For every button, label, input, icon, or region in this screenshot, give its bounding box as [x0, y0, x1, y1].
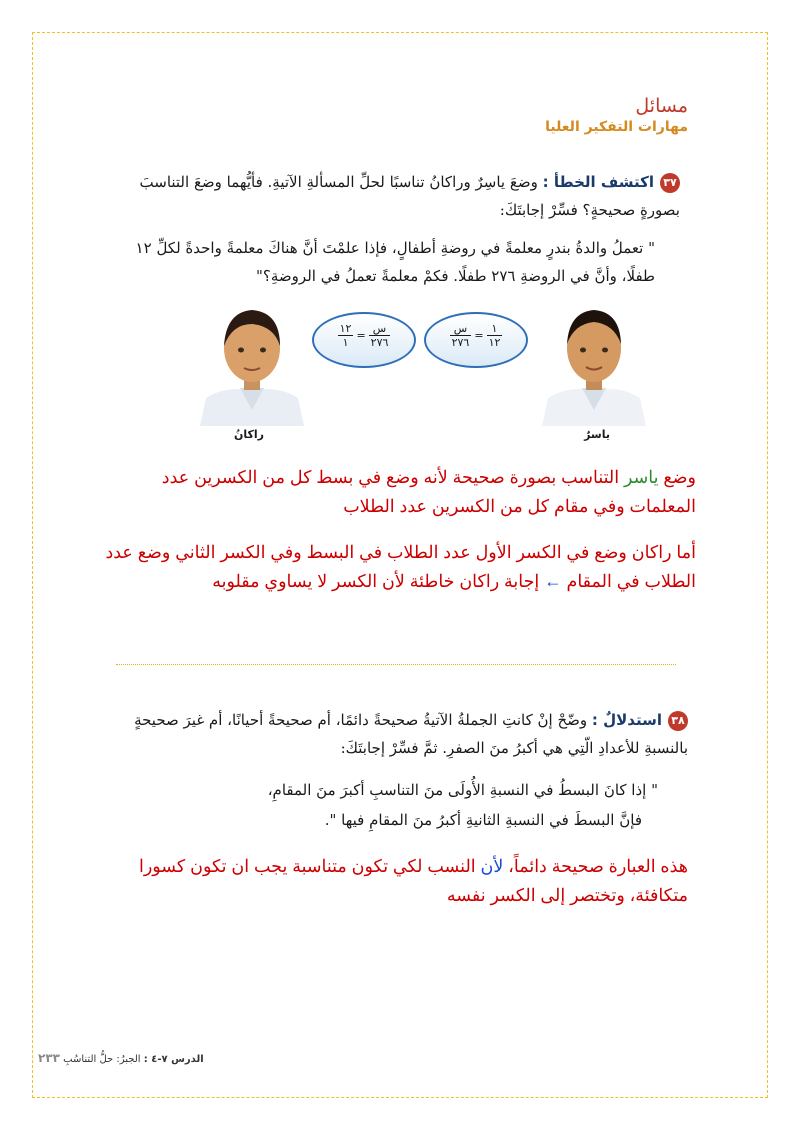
page-number: ٢٣٣ — [38, 1051, 60, 1065]
fraction-denominator: ١٢ — [488, 336, 501, 349]
answer-text: إجابة راكان خاطئة لأن الكسر لا يساوي مقلوبه — [212, 571, 545, 591]
lesson-number: الدرس ٧-٤ : — [143, 1054, 204, 1065]
student-name-yasser: ياسر — [623, 467, 659, 487]
fraction — [369, 322, 391, 349]
fraction-denominator: ٢٧٦ — [451, 336, 470, 349]
question-38 — [98, 706, 688, 762]
quote-line: فإنَّ البسطَ في النسبةِ الثانيةِ أكبرُ منَ المقامِ فيها ". — [324, 811, 642, 829]
section-title: مسائل — [635, 95, 688, 117]
rakan-speech-bubble — [312, 312, 416, 368]
yasser-image — [542, 302, 646, 426]
question-37-quote: " تعملُ والدةُ بندرٍ معلمةً في روضةِ أطفالٍ، فإذا علمْتَ أنَّ هناكَ معلمةً واحدةً لكلِّ ١٢ طفلًا، وأنَّ في الروضةِ ٢٧٦ طفلًا. فكمْ معلمةً تعملُ في الروضةِ؟" — [135, 239, 655, 285]
left-arrow-icon: ← — [544, 571, 562, 591]
question-38-quote — [138, 775, 658, 835]
rakan-image — [200, 302, 304, 426]
fraction-numerator: ١٢ — [339, 322, 352, 335]
equals-sign: = — [356, 329, 366, 342]
yasser-label: ياسرٌ — [584, 428, 610, 441]
section-divider — [116, 664, 676, 665]
question-label: اكتشف الخطأ : — [542, 173, 654, 191]
students-figure — [192, 298, 646, 444]
answer-text: النسب لكي تكون متناسبة يجب ان تكون كسورا متكافئة، وتختصر إلى الكسر نفسه — [138, 856, 688, 905]
fraction-denominator: ١ — [342, 336, 349, 349]
fraction-numerator: ١ — [487, 322, 503, 336]
answer-text: هذه العبارة صحيحة دائماً، — [503, 856, 688, 876]
page-footer — [38, 1051, 204, 1065]
quote-line: " إذا كانَ البسطُ في النسبةِ الأُولَى منَ التناسبِ أكبرَ منَ المقامِ، — [267, 781, 658, 799]
fraction-denominator: ٢٧٦ — [370, 336, 389, 349]
rakan-proportion — [314, 322, 414, 349]
answer-text: وضع — [658, 467, 696, 487]
equals-sign: = — [474, 329, 484, 342]
answer-text: التناسب بصورة صحيحة لأنه وضع في بسط كل من الكسرين عدد المعلمات وفي مقام كل من الكسرين عدد الطلاب — [161, 467, 696, 516]
answer-37-paragraph-2 — [96, 538, 696, 596]
lesson-topic: الجبرُ: حلُّ التناسُبِ — [63, 1054, 144, 1065]
yasser-speech-bubble — [424, 312, 528, 368]
question-number-badge: ٣٨ — [668, 711, 688, 731]
answer-highlight: لأن — [480, 856, 504, 876]
answer-38 — [88, 852, 688, 910]
question-number-badge: ٣٧ — [660, 173, 680, 193]
fraction-numerator: س — [369, 322, 391, 336]
fraction — [450, 322, 472, 349]
section-subtitle: مهارات التفكير العليا — [545, 119, 688, 135]
fraction-numerator: س — [450, 322, 472, 336]
answer-37-paragraph-1 — [96, 463, 696, 521]
answer-text: أما راكان وضع في الكسر الأول عدد الطلاب في البسط وفي الكسر الثاني وضع عدد الطلاب في المقام — [105, 542, 696, 591]
rakan-label: راكانُ — [234, 428, 265, 441]
yasser-proportion — [426, 322, 526, 349]
fraction — [338, 322, 354, 349]
fraction — [487, 322, 503, 349]
question-text: وضّحْ إنْ كانتِ الجملةُ الآتيةُ صحيحةً دائمًا، أم صحيحةً أحيانًا، أم غيرَ صحيحةٍ بالنسبةِ للأعدادِ الّتِي هي أكبرُ منَ الصفرِ. ثمَّ فسِّرْ إجابتَكَ: — [134, 711, 688, 757]
question-label: استدلالٌ : — [591, 711, 662, 729]
question-37 — [100, 168, 680, 224]
question-text: وضعَ ياسِرٌ وراكانُ تناسبًا لحلِّ المسألةِ الآتيةِ. فأيُّهما وضعَ التناسبَ بصورةٍ صحيحةٍ؟ فسِّرْ إجابتَكَ: — [139, 173, 680, 219]
